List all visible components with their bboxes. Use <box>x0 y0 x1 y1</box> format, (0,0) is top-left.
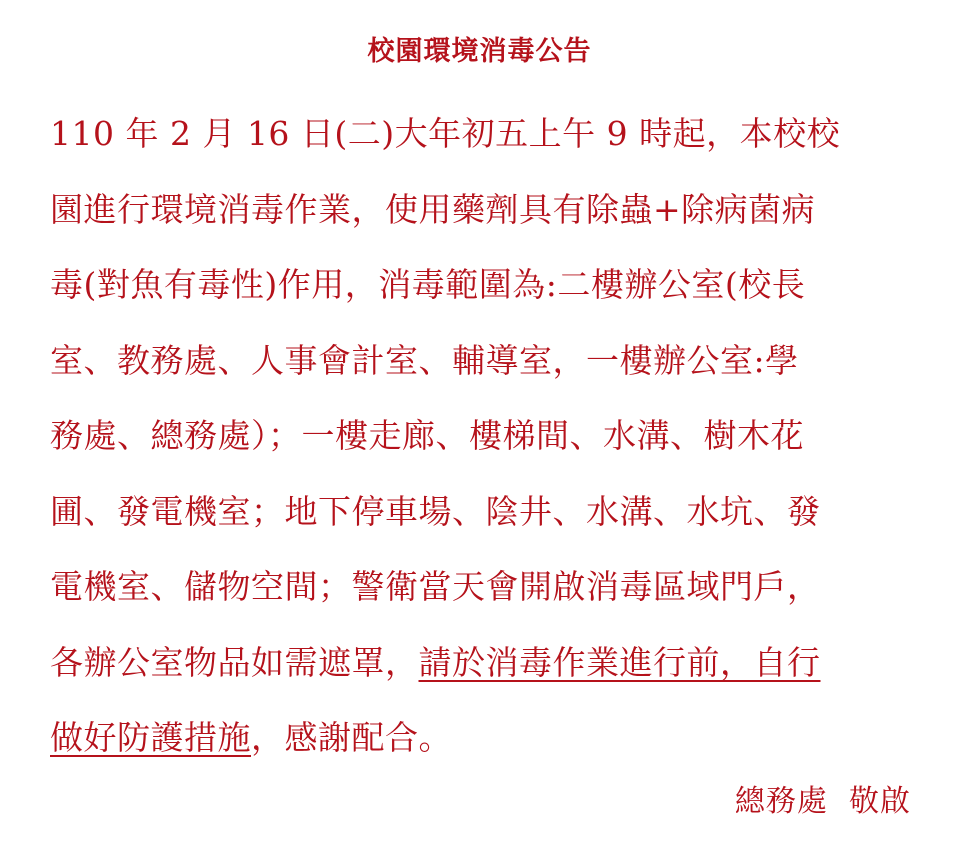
body-line-8-plain: 各辦公室物品如需遮罩， <box>50 642 419 682</box>
body-line-8-underlined: 請於消毒作業進行前，自行 <box>418 642 821 682</box>
body-line-1: 110 年 2 月 16 日(二)大年初五上午 9 時起，本校校 <box>50 114 841 153</box>
signature: 總務處 敬啟 <box>734 784 911 819</box>
body-line-9 <box>50 700 920 776</box>
body-line-6: 圃、發電機室；地下停車場、陰井、水溝、水坑、發 <box>50 491 821 531</box>
body-line-2: 園進行環境消毒作業，使用藥劑具有除蟲+除病菌病 <box>50 189 816 229</box>
body-line-5: 務處、總務處）；一樓走廊、樓梯間、水溝、樹木花 <box>50 416 804 455</box>
body-line-4: 室、教務處、人事會計室、輔導室，一樓辦公室:學 <box>50 340 799 380</box>
body-line-9-plain: ，感謝配合。 <box>251 718 452 757</box>
body-line-7: 電機室、儲物空間；警衛當天會開啟消毒區域門戶， <box>50 567 821 606</box>
body-line-9-underlined: 做好防護措施 <box>50 718 251 757</box>
notice-body <box>50 96 920 776</box>
notice-title: 校園環境消毒公告 <box>367 36 592 67</box>
body-line-3: 毒(對魚有毒性)作用，消毒範圍為:二樓辦公室(校長 <box>50 265 806 304</box>
body-line-8 <box>50 625 920 701</box>
